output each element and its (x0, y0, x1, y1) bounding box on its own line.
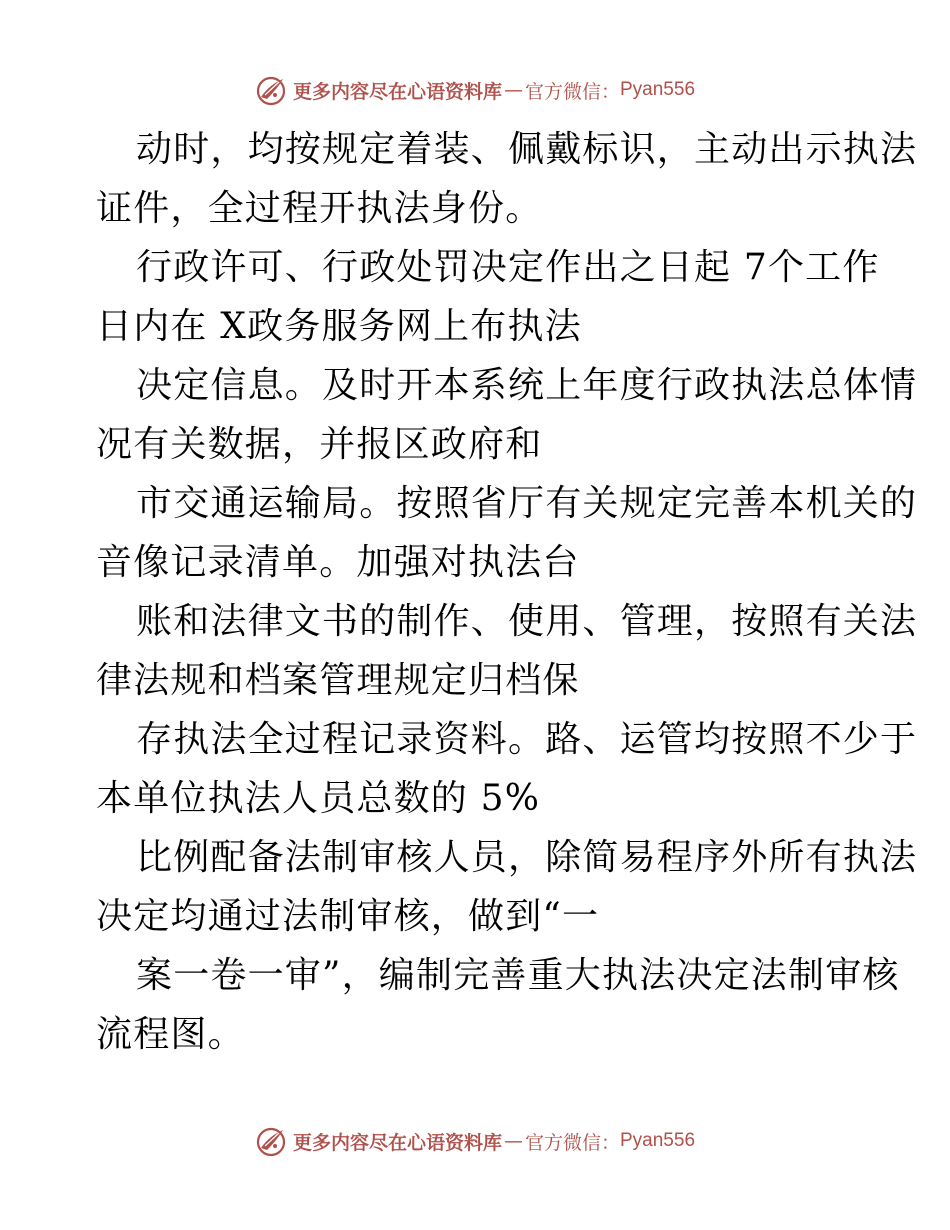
header-watermark (0, 70, 950, 110)
pen-logo-icon (255, 1124, 289, 1158)
text-line: 案一卷一审”，编制完善重大执法决定法制审核 (136, 955, 900, 996)
text-line: 比例配备法制审核人员，除简易程序外所有执法 (136, 837, 918, 878)
watermark-separator: — (503, 1130, 523, 1152)
text-line: 律法规和档案管理规定归档保 (96, 660, 580, 701)
text-line: 证件，全过程开执法身份。 (96, 188, 543, 229)
text-line: 动时，均按规定着装、佩戴标识，主动出示执法 (136, 129, 918, 170)
watermark-main-text: 更多内容尽在心语资料库 (292, 80, 502, 103)
text-line: 存执法全过程记录资料。路、运管均按照不少于 (136, 719, 918, 760)
pen-logo-icon (255, 73, 289, 107)
text-line: 日内在 X政务服务网上布执法 (96, 306, 582, 347)
text-line: 况有关数据，并报区政府和 (96, 424, 543, 465)
watermark-main-text: 更多内容尽在心语资料库 (292, 1131, 502, 1154)
watermark-wechat-id: Pyan556 (620, 79, 696, 100)
text-line: 流程图。 (96, 1014, 245, 1055)
text-line: 音像记录清单。加强对执法台 (96, 542, 580, 583)
footer-watermark (0, 1121, 950, 1161)
text-line: 本单位执法人员总数的 5% (96, 778, 541, 819)
text-line: 决定信息。及时开本系统上年度行政执法总体情 (136, 365, 918, 406)
text-line: 市交通运输局。按照省厅有关规定完善本机关的 (136, 483, 918, 524)
text-line: 行政许可、行政处罚决定作出之日起 7个工作 (136, 247, 880, 288)
document-body (96, 120, 918, 1064)
watermark-wechat-label: 官方微信： (524, 1131, 620, 1154)
watermark-wechat-id: Pyan556 (620, 1130, 696, 1151)
text-line: 账和法律文书的制作、使用、管理，按照有关法 (136, 601, 918, 642)
watermark-wechat-label: 官方微信： (524, 80, 620, 103)
watermark-separator: — (503, 79, 523, 101)
text-line: 决定均通过法制审核，做到“一 (96, 896, 600, 937)
